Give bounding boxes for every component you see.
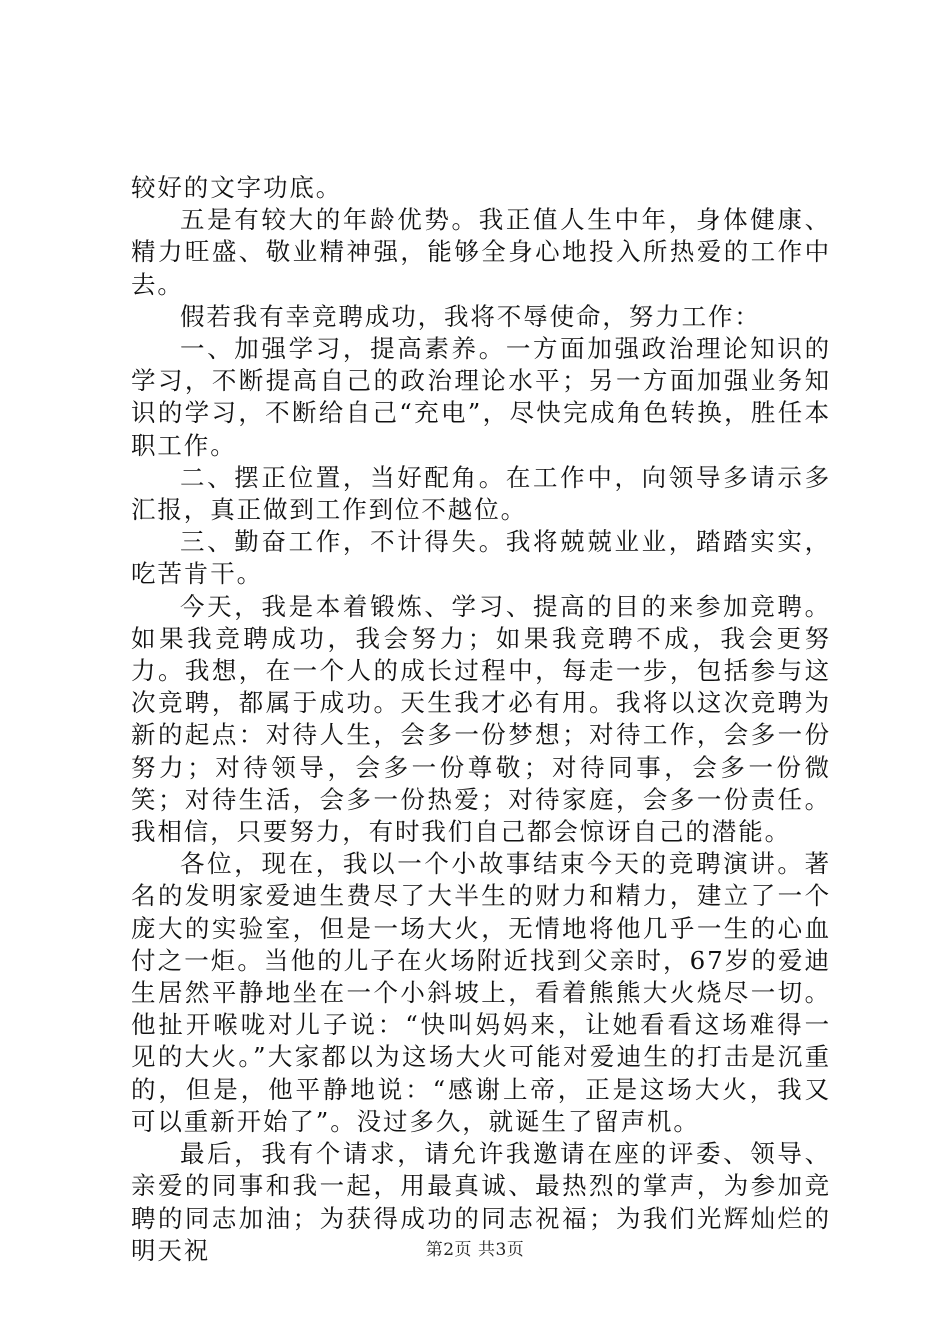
- paragraph-age-advantage: 五是有较大的年龄优势。我正值人生中年，身体健康、精力旺盛、敬业精神强，能够全身心地投入所热爱的工作中去。: [131, 205, 831, 299]
- paragraph-pledge-study: 一、加强学习，提高素养。一方面加强政治理论知识的学习，不断提高自己的政治理论水平；另一方面加强业务知识的学习，不断给自己“充电”，尽快完成角色转换，胜任本职工作。: [131, 334, 831, 460]
- document-body: [131, 172, 831, 1267]
- paragraph-closing-request: 最后，我有个请求，请允许我邀请在座的评委、领导、亲爱的同事和我一起，用最真诚、最热烈的掌声，为参加竞聘的同志加油；为获得成功的同志祝福；为我们光辉灿烂的明天祝: [131, 1139, 831, 1265]
- page-number-footer: 第2页 共3页: [425, 1240, 525, 1260]
- paragraph-pledge-diligence: 三、勤奋工作，不计得失。我将兢兢业业，踏踏实实，吃苦肯干。: [131, 527, 831, 589]
- paragraph-pledge-position: 二、摆正位置，当好配角。在工作中，向领导多请示多汇报，真正做到工作到位不越位。: [131, 462, 831, 525]
- paragraph-pledge-intro: 假若我有幸竞聘成功，我将不辱使命，努力工作：: [180, 301, 761, 331]
- paragraph-today: 今天，我是本着锻炼、学习、提高的目的来参加竞聘。如果我竞聘成功，我会努力；如果我竞聘不成，我会更努力。我想，在一个人的成长过程中，每走一步，包括参与这次竞聘，都属于成功。天生我才必有用。我将以这次竞聘为新的起点：对待人生，会多一份梦想；对待工作，会多一份努力；对待领导，会多一份尊敬；对待同事，会多一份微笑；对待生活，会多一份热爱；对待家庭，会多一份责任。我相信，只要努力，有时我们自己都会惊讶自己的潜能。: [131, 591, 831, 847]
- paragraph-continuation: 较好的文字功底。: [131, 173, 343, 202]
- paragraph-edison-story: 各位，现在，我以一个小故事结束今天的竞聘演讲。著名的发明家爱迪生费尽了大半生的财力和精力，建立了一个庞大的实验室，但是一场大火，无情地将他几乎一生的心血付之一炬。当他的儿子在火场附近找到父亲时，67岁的爱迪生居然平静地坐在一个小斜坡上，看着熊熊大火烧尽一切。他扯开喉咙对儿子说：“快叫妈妈来，让她看看这场难得一见的大火。”大家都以为这场大火可能对爱迪生的打击是沉重的，但是，他平静地说：“感谢上帝，正是这场大火，我又可以重新开始了”。没过多久，就诞生了留声机。: [131, 849, 831, 1136]
